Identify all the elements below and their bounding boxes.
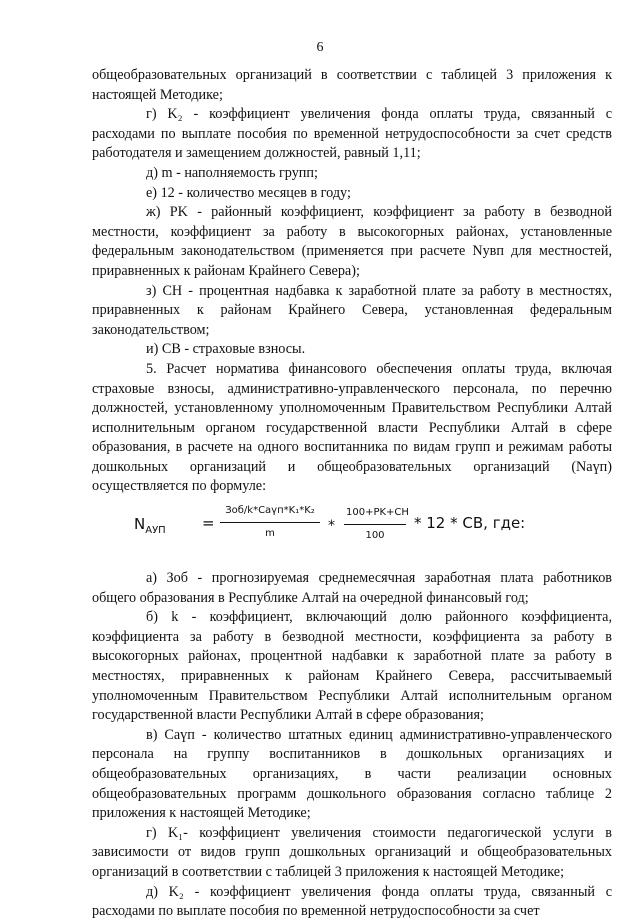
paragraph-section-5: 5. Расчет норматива финансового обеспечения оплаты труда, включая страховые взносы, административно-управленческого персонала, по перечню должностей, установленному уполномоченным Правительством Республики Алтай исполнительным органом государственной власти Республики Алтай в сфере образования, в расчете на одного воспитанника по видам групп и режимам работы дошкольных организаций и общеобразовательных организаций (Nаүп) осуществляется по формуле: <box>92 360 612 495</box>
paragraph-item-g2: г) K₁- коэффициент увеличения стоимости педагогической услуги в зависимости от видов групп дошкольных организаций и общеобразовательных организаций в соответствии с таблицей 3 приложения к настоящей Методике; <box>92 824 612 880</box>
paragraph-item-i: и) CB - страховые взносы. <box>146 341 306 358</box>
paragraph-continuation: общеобразовательных организаций в соответствии с таблицей 3 приложения к настоящей Методике; <box>92 67 612 103</box>
fraction-1-numerator: Зоб/k*Cаүп*K₁*K₂ <box>225 505 315 517</box>
paragraph-item-g: г) K₂ - коэффициент увеличения фонда оплаты труда, связанный с расходами по выплате пособия по временной нетрудоспособности за счет средств работодателя и замещением должностей, равный 1,11; <box>92 106 612 162</box>
formula-tail: * 12 * CB, где: <box>414 514 526 533</box>
formula-lhs-symbol: N <box>134 515 146 534</box>
formula-fraction-2 <box>344 503 409 545</box>
formula-equals: = <box>202 514 215 533</box>
paragraph-item-e: е) 12 - количество месяцев в году; <box>146 184 351 201</box>
formula-multiply: * <box>328 518 335 535</box>
fraction-2-bar <box>344 524 406 525</box>
page-number: 6 <box>316 40 324 55</box>
formula-fraction-1 <box>220 501 320 543</box>
formula-lhs-subscript: АУП <box>145 525 166 537</box>
fraction-2-numerator: 100+PK+CH <box>346 507 409 519</box>
document-body <box>92 66 612 922</box>
paragraph-item-a: а) Зоб - прогнозируемая среднемесячная заработная плата работников общего образования в Республике Алтай на очередной финансовый год; <box>92 570 612 606</box>
formula-lhs <box>134 515 166 541</box>
paragraph-item-z: з) CH - процентная надбавка к заработной плате за работу в местностях, приравненных к районам Крайнего Севера, установленная федеральным законодательством; <box>92 282 612 338</box>
paragraph-item-v: в) Cаүп - количество штатных единиц административно-управленческого персонала на группу воспитанников в дошкольных организациях и общеобразовательных организациях, в части реализации основных общеобразовательных программ дошкольного образования согласно таблице 2 приложения к настоящей Методике; <box>92 726 612 822</box>
formula-spacer <box>92 561 612 569</box>
paragraph-item-d2: д) K₂ - коэффициент увеличения фонда оплаты труда, связанный с расходами по выплате пособия по временной нетрудоспособности за счет <box>92 883 612 920</box>
formula-naup <box>92 497 612 561</box>
fraction-2-denominator: 100 <box>365 529 385 541</box>
paragraph-item-d: д) m - наполняемость групп; <box>146 164 318 181</box>
paragraph-item-zh: ж) PK - районный коэффициент, коэффициент за работу в безводной местности, коэффициент за работу в высокогорных районах, установленные федеральным законодательством (применяется при расчете Nувп для местностей, приравненных к районам Крайнего Севера); <box>92 204 612 279</box>
fraction-1-denominator: m <box>265 527 275 539</box>
paragraph-item-b: б) k - коэффициент, включающий долю районного коэффициента, коэффициента за работу в безводной местности, коэффициента за работу в высокогорных районах, процентной надбавки к заработной плате за работу в местностях, приравненных к районам Крайнего Севера, рассчитываемый уполномоченным Правительством Республики Алтай исполнительным органом государственной власти Республики Алтай в сфере образования; <box>92 609 612 724</box>
fraction-1-bar <box>220 522 320 523</box>
